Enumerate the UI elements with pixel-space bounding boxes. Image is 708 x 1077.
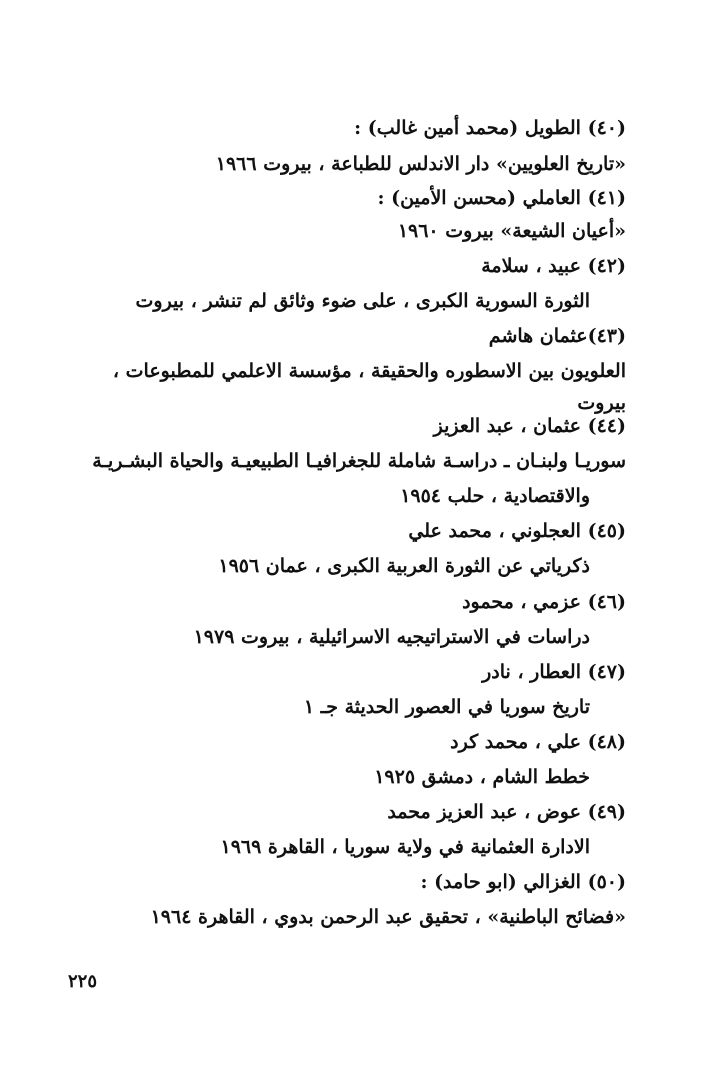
entry-43-heading: (٤٣)عثمان هاشم [488,325,626,347]
entry-41-title: «أعيان الشيعة» بيروت ١٩٦٠ [397,220,626,242]
entry-44-title: سوريـا ولبنـان ـ دراسـة شاملة للجغرافيـا الطبيعيـة والحياة البشـريـة [92,450,626,472]
entry-50-title: «فضائح الباطنية» ، تحقيق عبد الرحمن بدوي ، القاهرة ١٩٦٤ [150,906,626,928]
entry-41-heading: (٤١) العاملي (محسن الأمين) : [377,187,626,209]
entry-47-heading: (٤٧) العطار ، نادر [482,661,626,683]
page-number: ٢٢٥ [68,971,98,992]
entry-44-heading: (٤٤) عثمان ، عبد العزيز [433,415,626,437]
entry-48-title: خطط الشام ، دمشق ١٩٢٥ [374,766,590,788]
entry-45-title: ذكرياتي عن الثورة العربية الكبرى ، عمان ١٩٥٦ [218,555,590,577]
entry-43-title-cont: بيروت [577,392,626,414]
entry-46-heading: (٤٦) عزمي ، محمود [462,591,626,613]
entry-43-title: العلويون بين الاسطوره والحقيقة ، مؤسسة الاعلمي للمطبوعات ، [112,360,626,382]
entry-40-heading: (٤٠) الطويل (محمد أمين غالب) : [354,117,626,139]
entry-42-heading: (٤٢) عبيد ، سلامة [481,255,626,277]
entry-50-heading: (٥٠) الغزالي (ابو حامد) : [420,871,626,893]
entry-48-heading: (٤٨) علي ، محمد كرد [450,731,626,753]
entry-40-title: «تاريخ العلويين» دار الاندلس للطباعة ، بيروت ١٩٦٦ [215,153,626,175]
entry-47-title: تاريخ سوريا في العصور الحديثة جـ ١ [303,696,590,718]
entry-49-heading: (٤٩) عوض ، عبد العزيز محمد [387,801,626,823]
entry-44-title-cont: والاقتصادية ، حلب ١٩٥٤ [400,485,590,507]
entry-45-heading: (٤٥) العجلوني ، محمد علي [408,520,626,542]
entry-46-title: دراسات في الاستراتيجيه الاسرائيلية ، بيروت ١٩٧٩ [193,626,590,648]
entry-49-title: الادارة العثمانية في ولاية سوريا ، القاهرة ١٩٦٩ [220,836,590,858]
entry-42-title: الثورة السورية الكبرى ، على ضوء وثائق لم تنشر ، بيروت [135,290,590,312]
